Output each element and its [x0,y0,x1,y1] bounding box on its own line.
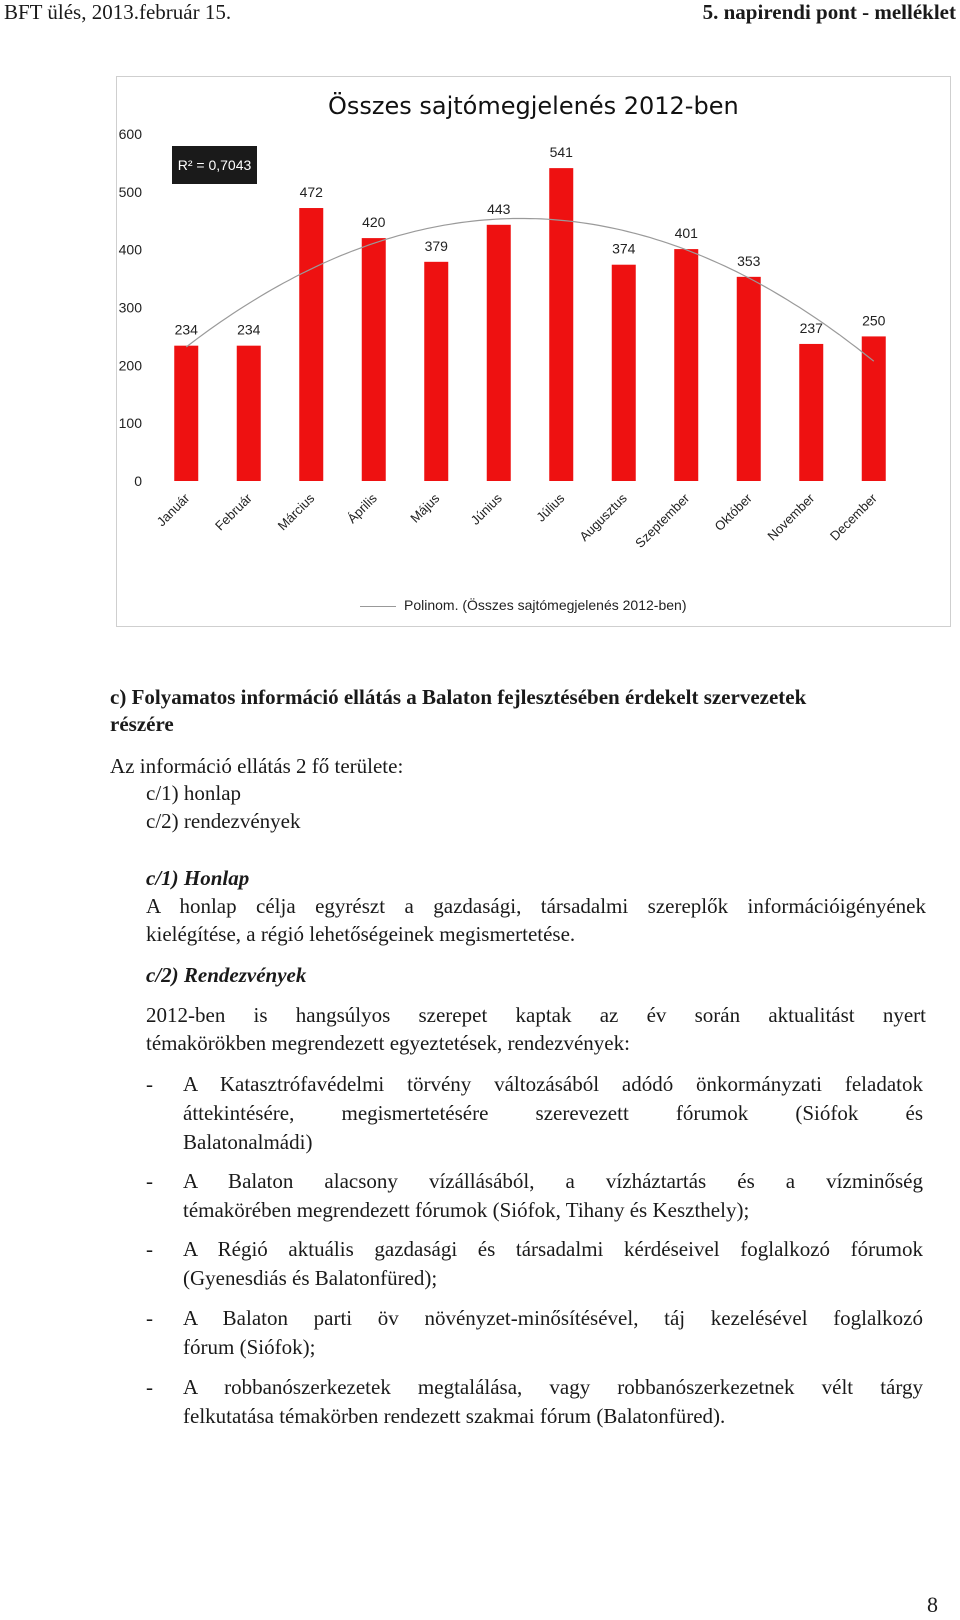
chart-legend [360,597,686,613]
section-c-heading-1: c) Folyamatos információ ellátás a Balaton fejlesztésében érdekelt szervezetek [110,685,807,709]
x-tick-label: Október [711,490,755,534]
header-right: 5. napirendi pont - melléklet [702,0,956,24]
bar [737,277,761,481]
section-c-item-1: c/1) honlap [146,781,242,805]
bar [487,225,511,481]
c2-bullet-3 [146,1235,926,1295]
data-label: 237 [799,319,823,336]
x-tick-label: November [764,490,818,544]
c2-bullet-5 [146,1373,926,1433]
bar [862,336,886,481]
bar [299,208,323,481]
data-label: 234 [174,321,198,338]
y-tick-label: 300 [118,299,142,316]
x-tick-label: Március [274,490,318,534]
legend-label: Polinom. (Összes sajtómegjelenés 2012-ben) [404,597,687,613]
c2-intro-1: 2012-ben is hangsúlyos szerepet kaptak az év során aktualitást nyert [146,1003,926,1027]
legend-line-swatch [360,606,396,607]
y-tick-label: 200 [118,357,142,374]
y-tick-label: 400 [118,241,142,258]
bullet-3-line-2: (Gyenesdiás és Balatonfüred); [183,1266,438,1290]
bullet-dash: - [146,1237,153,1261]
data-label: 401 [674,225,698,242]
x-tick-label: Május [407,490,443,526]
bullet-2-line-1: A Balaton alacsony vízállásából, a vízháztartás és a vízminőség [183,1169,923,1193]
data-label: 353 [737,252,761,269]
page-number: 8 [927,1592,938,1617]
bullet-5-line-2: felkutatása témakörben rendezett szakmai fórum (Balatonfüred). [183,1404,726,1428]
bullet-1-line-1: A Katasztrófavédelmi törvény változásából adódó önkormányzati feladatok [183,1072,923,1096]
x-tick-label: Január [153,490,193,530]
data-label: 443 [487,200,511,217]
section-c-heading-2: részére [110,712,174,736]
section-c-item-2: c/2) rendezvények [146,809,301,833]
x-tick-label: December [826,490,880,544]
bullet-dash: - [146,1306,153,1330]
data-label: 374 [612,240,636,257]
bar [799,344,823,481]
bullet-dash: - [146,1169,153,1193]
bullet-1-line-3: Balatonalmádi) [183,1130,313,1154]
c2-bullet-1 [146,1070,926,1160]
section-c-intro: Az információ ellátás 2 fő területe: [110,754,404,778]
bullet-dash: - [146,1072,153,1096]
data-label: 250 [862,312,886,329]
x-tick-label: Szeptember [632,490,693,551]
x-tick-label: Február [212,490,255,534]
bullet-4-line-2: fórum (Siófok); [183,1335,316,1359]
y-tick-label: 500 [118,183,142,200]
y-tick-label: 100 [118,415,142,432]
data-label: 420 [362,214,386,231]
x-tick-label: Június [467,490,505,528]
bullet-dash: - [146,1375,153,1399]
data-label: 472 [299,184,323,201]
bullet-5-line-1: A robbanószerkezetek megtalálása, vagy robbanószerkezetnek vélt tárgy [183,1375,923,1399]
r-squared-label: R² = 0,7043 [172,146,257,184]
chart-title: Összes sajtómegjelenés 2012-ben [328,92,739,120]
trendline [186,219,874,362]
bar [362,238,386,481]
c2-heading: c/2) Rendezvények [146,963,307,987]
bar [237,346,261,481]
x-tick-label: Július [533,490,568,525]
data-label: 541 [549,144,573,161]
c1-line-1: A honlap célja egyrészt a gazdasági, társadalmi szereplők információigényének [146,894,926,918]
c2-intro-2: témakörökben megrendezett egyeztetések, rendezvények: [146,1031,630,1055]
c1-heading: c/1) Honlap [146,866,250,890]
bar [174,346,198,481]
x-tick-label: Április [344,490,380,527]
y-tick-label: 600 [118,126,142,142]
header-left: BFT ülés, 2013.február 15. [4,0,232,24]
bullet-2-line-2: témakörében megrendezett fórumok (Siófok, Tihany és Keszthely); [183,1198,750,1222]
data-label: 234 [237,321,261,338]
c2-bullet-2 [146,1167,926,1227]
c2-bullet-4 [146,1304,926,1364]
y-tick-label: 0 [134,473,142,489]
bar [674,249,698,481]
bullet-1-line-2: áttekintésére, megismertetésére szerevezett fórumok (Siófok és [183,1101,923,1125]
bar [612,265,636,481]
data-label: 379 [424,237,448,254]
c1-line-2: kielégítése, a régió lehetőségeinek megismertetése. [146,922,576,946]
bullet-3-line-1: A Régió aktuális gazdasági és társadalmi kérdéseivel foglalkozó fórumok [183,1237,923,1261]
bar [424,262,448,481]
bullet-4-line-1: A Balaton parti öv növényzet-minősítésével, táj kezelésével foglalkozó [183,1306,923,1330]
bar [549,168,573,481]
x-tick-label: Augusztus [576,490,630,545]
